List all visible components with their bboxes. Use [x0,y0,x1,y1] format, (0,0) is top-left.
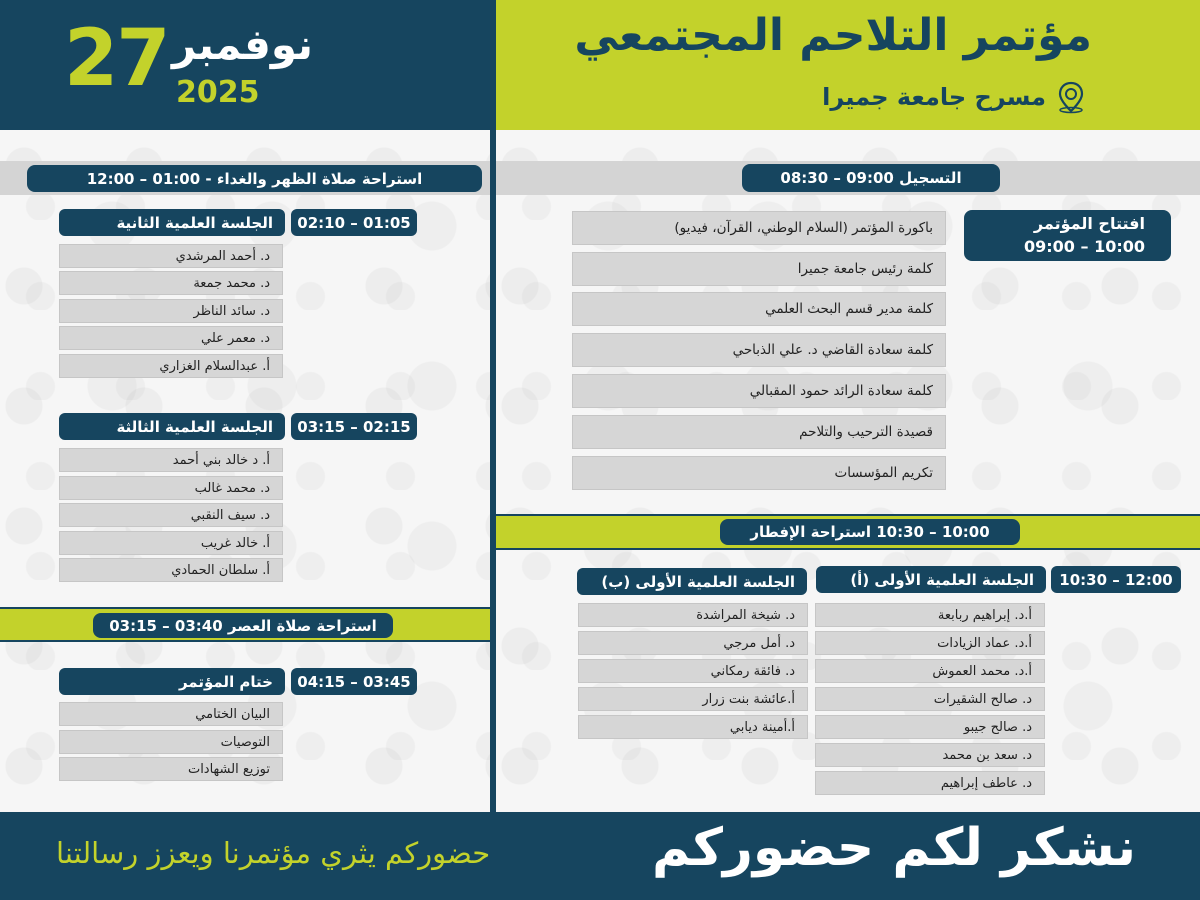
opening-item: كلمة سعادة الرائد حمود المقبالي [572,374,946,408]
opening-item: باكورة المؤتمر (السلام الوطني، القرآن، فيديو) [572,211,946,245]
speaker-item: د. صالح جيبو [815,715,1045,739]
breakfast-label: 10:00 – 10:30 استراحة الإفطار [720,519,1020,545]
closing-item: البيان الختامي [59,702,283,726]
speaker-item: د. محمد غالب [59,476,283,500]
speaker-item: د. سائد الناظر [59,299,283,323]
opening-item: قصيدة الترحيب والتلاحم [572,415,946,449]
opening-item: كلمة سعادة القاضي د. علي الذباحي [572,333,946,367]
speaker-item: أ.د. محمد العموش [815,659,1045,683]
opening-item: كلمة رئيس جامعة جميرا [572,252,946,286]
session1b-title: الجلسة العلمية الأولى (ب) [577,568,807,595]
opening-item: تكريم المؤسسات [572,456,946,490]
speaker-item: د. أمل مرجي [578,631,808,655]
speaker-item: د. صالح الشقيرات [815,687,1045,711]
speaker-item: د. أحمد المرشدي [59,244,283,268]
closing-item: توزيع الشهادات [59,757,283,781]
month-name: نوفمبر [172,20,314,69]
opening-time: 09:00 – 10:00 [1024,237,1145,256]
speaker-item: أ. خالد غريب [59,531,283,555]
session2-title: الجلسة العلمية الثانية [59,209,285,236]
session1a-title: الجلسة العلمية الأولى (أ) [816,566,1046,593]
speaker-item: أ.عائشة بنت زرار [578,687,808,711]
title-header [496,0,1200,130]
lunch-label: استراحة صلاة الظهر والغداء - 01:00 – 12:00 [27,165,482,192]
speaker-item: أ. سلطان الحمادي [59,558,283,582]
speaker-item: د. سيف النقبي [59,503,283,527]
registration-label: التسجيل 09:00 – 08:30 [742,164,1000,192]
closing-title: ختام المؤتمر [59,668,285,695]
page-title: مؤتمر التلاحم المجتمعي [574,10,1092,61]
tagline-text: حضوركم يثري مؤتمرنا ويعزز رسالتنا [56,836,491,870]
opening-header [964,210,1171,261]
session1-time: 10:30 – 12:00 [1051,566,1181,593]
day-number: 27 [64,14,169,104]
speaker-item: د. معمر علي [59,326,283,350]
speaker-item: د. سعد بن محمد [815,743,1045,767]
opening-item: كلمة مدير قسم البحث العلمي [572,292,946,326]
session3-title: الجلسة العلمية الثالثة [59,413,285,440]
asr-break-label: استراحة صلاة العصر 03:40 – 03:15 [93,613,393,638]
speaker-item: أ.أمينة ديابي [578,715,808,739]
speaker-item: أ. د خالد بني أحمد [59,448,283,472]
opening-title: افتتاح المؤتمر [1033,214,1145,233]
speaker-item: أ.د. عماد الزيادات [815,631,1045,655]
year: 2025 [176,75,260,110]
date-header [0,0,490,130]
venue-row [822,80,1088,114]
speaker-item: د. شيخة المراشدة [578,603,808,627]
venue-label: مسرح جامعة جميرا [822,83,1046,111]
closing-item: التوصيات [59,730,283,754]
speaker-item: د. محمد جمعة [59,271,283,295]
closing-time: 04:15 – 03:45 [291,668,417,695]
speaker-item: أ. عبدالسلام الغزاري [59,354,283,378]
speaker-item: أ.د. إبراهيم ربابعة [815,603,1045,627]
footer [0,812,1200,900]
session3-time: 03:15 – 02:15 [291,413,417,440]
thanks-text: نشكر لكم حضوركم [651,818,1136,878]
session2-time: 02:10 – 01:05 [291,209,417,236]
speaker-item: د. فائقة رمكاني [578,659,808,683]
speaker-item: د. عاطف إبراهيم [815,771,1045,795]
map-pin-icon [1054,80,1088,114]
